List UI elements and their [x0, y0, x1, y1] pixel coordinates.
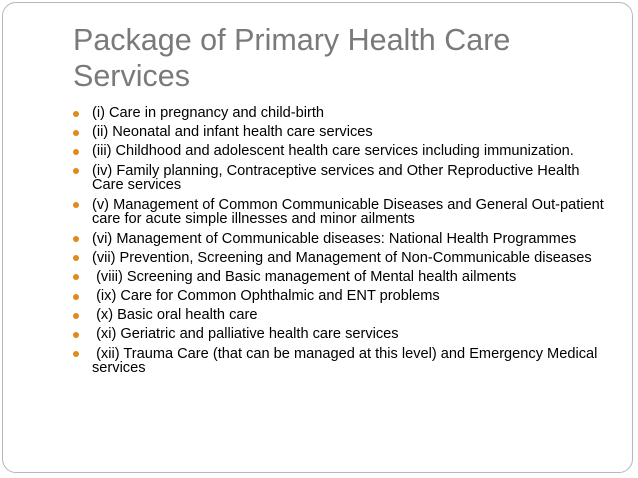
bullet-text: (iii) Childhood and adolescent health care services including immunization.	[92, 143, 574, 160]
bullet-item	[73, 270, 613, 285]
bullet-text: (i) Care in pregnancy and child-birth	[92, 105, 324, 121]
bullet-dot-icon	[73, 111, 79, 117]
bullet-list	[73, 106, 613, 381]
bullet-item	[73, 198, 613, 228]
bullet-item	[73, 144, 613, 159]
bullet-item	[73, 106, 613, 121]
bullet-dot-icon	[73, 294, 79, 300]
bullet-item	[73, 327, 613, 342]
bullet-item	[73, 232, 613, 247]
bullet-dot-icon	[73, 332, 79, 338]
bullet-text: (iv) Family planning, Contraceptive services and Other Reproductive Health Care services	[92, 162, 580, 194]
bullet-dot-icon	[73, 168, 79, 174]
bullet-dot-icon	[73, 202, 79, 208]
bullet-item	[73, 347, 613, 377]
bullet-dot-icon	[73, 255, 79, 261]
bullet-text: (vii) Prevention, Screening and Management of Non-Communicable diseases	[92, 249, 592, 266]
bullet-item	[73, 289, 613, 304]
slide-title: Package of Primary Health Care Services	[73, 23, 511, 93]
bullet-text: (viii) Screening and Basic management of Mental health ailments	[92, 268, 517, 285]
bullet-dot-icon	[73, 351, 79, 357]
bullet-dot-icon	[73, 130, 79, 136]
bullet-item	[73, 251, 613, 266]
bullet-item	[73, 125, 613, 140]
bullet-text: (ii) Neonatal and infant health care services	[92, 124, 373, 141]
bullet-text: (xi) Geriatric and palliative health care services	[92, 326, 399, 343]
bullet-dot-icon	[73, 313, 79, 319]
bullet-text: (v) Management of Common Communicable Diseases and General Out-patient care for acute simple illnesses and minor ailments	[92, 196, 604, 228]
bullet-text: (ix) Care for Common Ophthalmic and ENT problems	[92, 288, 440, 305]
bullet-item	[73, 308, 613, 323]
bullet-text: (x) Basic oral health care	[92, 307, 258, 324]
bullet-item	[73, 164, 613, 194]
bullet-dot-icon	[73, 274, 79, 280]
bullet-dot-icon	[73, 236, 79, 242]
bullet-text: (xii) Trauma Care (that can be managed at this level) and Emergency Medical services	[92, 345, 602, 377]
slide	[2, 2, 633, 473]
bullet-text: (vi) Management of Communicable diseases: National Health Programmes	[92, 230, 577, 247]
bullet-dot-icon	[73, 149, 79, 155]
